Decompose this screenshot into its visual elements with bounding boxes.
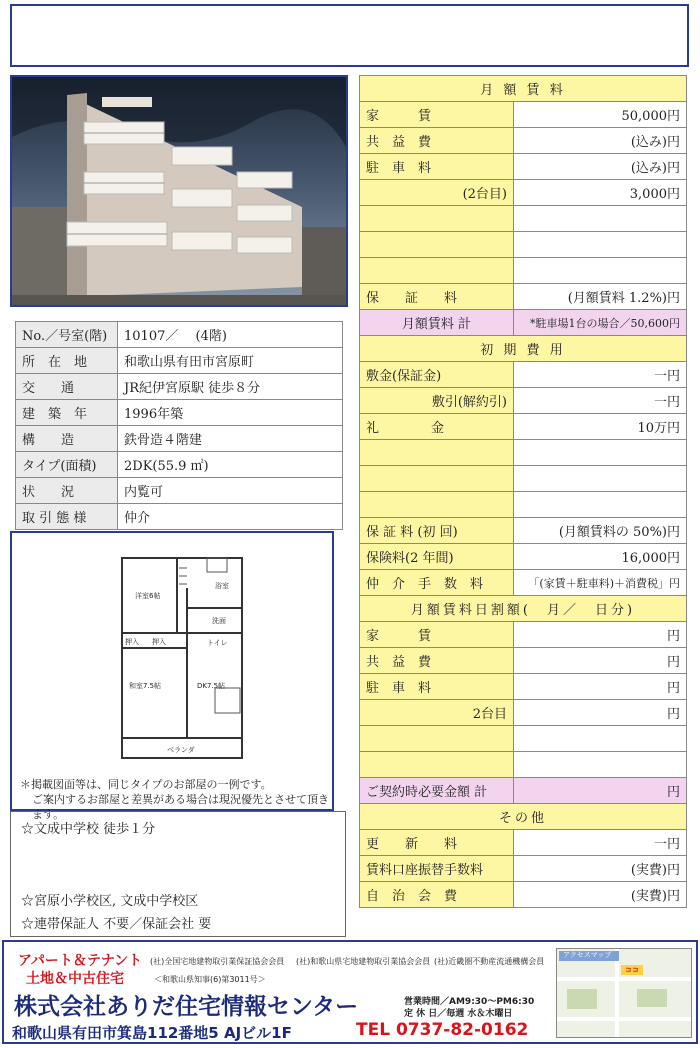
room-label: 押入 bbox=[152, 638, 166, 646]
info-label: 構 造 bbox=[16, 426, 118, 452]
table-row bbox=[16, 322, 343, 348]
rent-value: 50,000円 bbox=[514, 102, 687, 128]
hours-label: 営業時間 bbox=[404, 997, 441, 1007]
info-label: 所 在 地 bbox=[16, 348, 118, 374]
common-fee-label: 共 益 費 bbox=[360, 128, 514, 154]
map-title: アクセスマップ bbox=[563, 951, 612, 959]
info-label: 状 況 bbox=[16, 478, 118, 504]
blank-cell bbox=[360, 726, 514, 752]
daily-rent-label: 家 賃 bbox=[360, 622, 514, 648]
renewal-label: 更 新 料 bbox=[360, 830, 514, 856]
blank-cell bbox=[514, 232, 687, 258]
contract-total-value: 円 bbox=[514, 778, 687, 804]
table-row bbox=[16, 374, 343, 400]
parking2-value: 3,000円 bbox=[514, 180, 687, 206]
daily-header: 月額賃料日割額( 月／ 日分) bbox=[360, 596, 687, 622]
shikibiki-label: 敷引(解約引) bbox=[360, 388, 514, 414]
transfer-fee-label: 賃料口座振替手数料 bbox=[360, 856, 514, 882]
key-money-value: 10万円 bbox=[514, 414, 687, 440]
room-label: DK7.5帖 bbox=[197, 682, 226, 690]
room-label: 洋室6帖 bbox=[135, 592, 161, 600]
footer-tag: アパート＆テナント bbox=[18, 953, 143, 969]
room-label: 洗面 bbox=[212, 617, 226, 625]
monthly-total-value: *駐車場1台の場合／50,600円 bbox=[514, 310, 687, 336]
insurance-label: 保険料(2 年間) bbox=[360, 544, 514, 570]
guarantee-label: 保 証 料 bbox=[360, 284, 514, 310]
blank-cell bbox=[514, 726, 687, 752]
remarks-box bbox=[10, 811, 346, 937]
license-number: ＜和歌山県知事(6)第3011号＞ bbox=[154, 975, 266, 984]
room-label: 浴室 bbox=[215, 582, 229, 590]
info-value: 仲介 bbox=[118, 504, 343, 530]
remark-line: ☆宮原小学校区, 文成中学校区 bbox=[21, 894, 199, 909]
blank-cell bbox=[514, 492, 687, 518]
info-value: 内覧可 bbox=[118, 478, 343, 504]
monthly-total-label: 月額賃料 計 bbox=[360, 310, 514, 336]
renewal-value: 一円 bbox=[514, 830, 687, 856]
company-phone: TEL 0737-82-0162 bbox=[356, 1020, 529, 1040]
daily-common-value: 円 bbox=[514, 648, 687, 674]
floor-plan-note: ＊掲載図面等は、同じタイプのお部屋の一例です。 bbox=[20, 778, 272, 791]
floor-plan bbox=[10, 531, 334, 821]
association-label: (社)和歌山県宅地建物取引業協会会員 bbox=[296, 957, 431, 966]
room-label: ベランダ bbox=[167, 746, 195, 754]
info-value: JR紀伊宮原駅 徒歩８分 bbox=[118, 374, 343, 400]
blank-cell bbox=[360, 440, 514, 466]
room-label: 和室7.5帖 bbox=[129, 682, 162, 690]
key-money-label: 礼 金 bbox=[360, 414, 514, 440]
table-row bbox=[16, 478, 343, 504]
association-label: (社)全国宅地建物取引業保証協会会員 bbox=[150, 957, 285, 966]
info-value: 1996年築 bbox=[118, 400, 343, 426]
fee-table bbox=[359, 75, 687, 908]
holiday-label: 定 休 日 bbox=[404, 1009, 438, 1019]
broker-fee-label: 仲 介 手 数 料 bbox=[360, 570, 514, 596]
info-label: タイプ(面積) bbox=[16, 452, 118, 478]
info-value: 和歌山県有田市宮原町 bbox=[118, 348, 343, 374]
daily-parking2-value: 円 bbox=[514, 700, 687, 726]
transfer-fee-value: (実費)円 bbox=[514, 856, 687, 882]
property-info-table bbox=[15, 321, 343, 530]
floor-plan-note: ご案内するお部屋と差異がある場合は現況優先とさせて頂きます。 bbox=[32, 793, 329, 821]
company-name: 株式会社ありだ住宅情報センター bbox=[14, 994, 359, 1020]
daily-parking2-label: 2台目 bbox=[360, 700, 514, 726]
blank-cell bbox=[360, 206, 514, 232]
parking2-label: (2台目) bbox=[360, 180, 514, 206]
hours-value: ／AM9:30〜PM6:30 bbox=[440, 997, 535, 1007]
title-box bbox=[10, 4, 689, 67]
association-fee-value: (実費)円 bbox=[514, 882, 687, 908]
deposit-value: 一円 bbox=[514, 362, 687, 388]
monthly-header: 月 額 賃 料 bbox=[360, 76, 687, 102]
guarantee-value: (月額賃料 1.2%)円 bbox=[514, 284, 687, 310]
info-value: 10107／ (4階) bbox=[118, 322, 343, 348]
rent-label: 家 賃 bbox=[360, 102, 514, 128]
daily-parking-label: 駐 車 料 bbox=[360, 674, 514, 700]
footer-tag: 土地＆中古住宅 bbox=[26, 971, 124, 987]
blank-cell bbox=[514, 440, 687, 466]
company-address: 和歌山県有田市箕島112番地5 AJビル1F bbox=[12, 1024, 292, 1042]
remark-line: ☆文成中学校 徒歩１分 bbox=[21, 822, 156, 837]
association-label: (社)近畿圏不動産流通機構会員 bbox=[434, 957, 545, 966]
blank-cell bbox=[360, 258, 514, 284]
parking-value: (込み)円 bbox=[514, 154, 687, 180]
table-row bbox=[16, 504, 343, 530]
blank-cell bbox=[514, 258, 687, 284]
daily-rent-value: 円 bbox=[514, 622, 687, 648]
info-label: 取 引 態 様 bbox=[16, 504, 118, 530]
map-here-marker: ココ bbox=[625, 966, 639, 974]
blank-cell bbox=[514, 752, 687, 778]
info-label: 交 通 bbox=[16, 374, 118, 400]
association-fee-label: 自 治 会 費 bbox=[360, 882, 514, 908]
remark-line: ☆連帯保証人 不要／保証会社 要 bbox=[21, 917, 212, 932]
table-row bbox=[16, 400, 343, 426]
daily-parking-value: 円 bbox=[514, 674, 687, 700]
table-row bbox=[16, 452, 343, 478]
access-map-drawing bbox=[557, 949, 691, 1037]
access-map bbox=[556, 948, 692, 1038]
holiday-value: ／毎週 水＆木曜日 bbox=[437, 1009, 513, 1019]
common-fee-value: (込み)円 bbox=[514, 128, 687, 154]
blank-cell bbox=[360, 492, 514, 518]
blank-cell bbox=[514, 466, 687, 492]
contract-total-label: ご契約時必要金額 計 bbox=[360, 778, 514, 804]
info-value: 鉄骨造４階建 bbox=[118, 426, 343, 452]
building-photo bbox=[10, 75, 348, 307]
blank-cell bbox=[514, 206, 687, 232]
shikibiki-value: 一円 bbox=[514, 388, 687, 414]
room-label: 押入 bbox=[125, 638, 139, 646]
blank-cell bbox=[360, 232, 514, 258]
blank-cell bbox=[360, 466, 514, 492]
table-row bbox=[16, 348, 343, 374]
table-row bbox=[16, 426, 343, 452]
guarantee-initial-value: (月額賃料の 50%)円 bbox=[514, 518, 687, 544]
guarantee-initial-label: 保 証 料 (初 回) bbox=[360, 518, 514, 544]
company-footer bbox=[2, 940, 698, 1044]
broker-fee-value: 「(家賃＋駐車料)＋消費税」円 bbox=[514, 570, 687, 596]
blank-cell bbox=[360, 752, 514, 778]
parking-label: 駐 車 料 bbox=[360, 154, 514, 180]
deposit-label: 敷金(保証金) bbox=[360, 362, 514, 388]
floor-plan-drawing bbox=[107, 548, 257, 773]
room-label: トイレ bbox=[207, 639, 228, 647]
daily-common-label: 共 益 費 bbox=[360, 648, 514, 674]
insurance-value: 16,000円 bbox=[514, 544, 687, 570]
info-value: 2DK(55.9 ㎡) bbox=[118, 452, 343, 478]
info-label: No.／号室(階) bbox=[16, 322, 118, 348]
other-header: その他 bbox=[360, 804, 687, 830]
initial-header: 初 期 費 用 bbox=[360, 336, 687, 362]
info-label: 建 築 年 bbox=[16, 400, 118, 426]
